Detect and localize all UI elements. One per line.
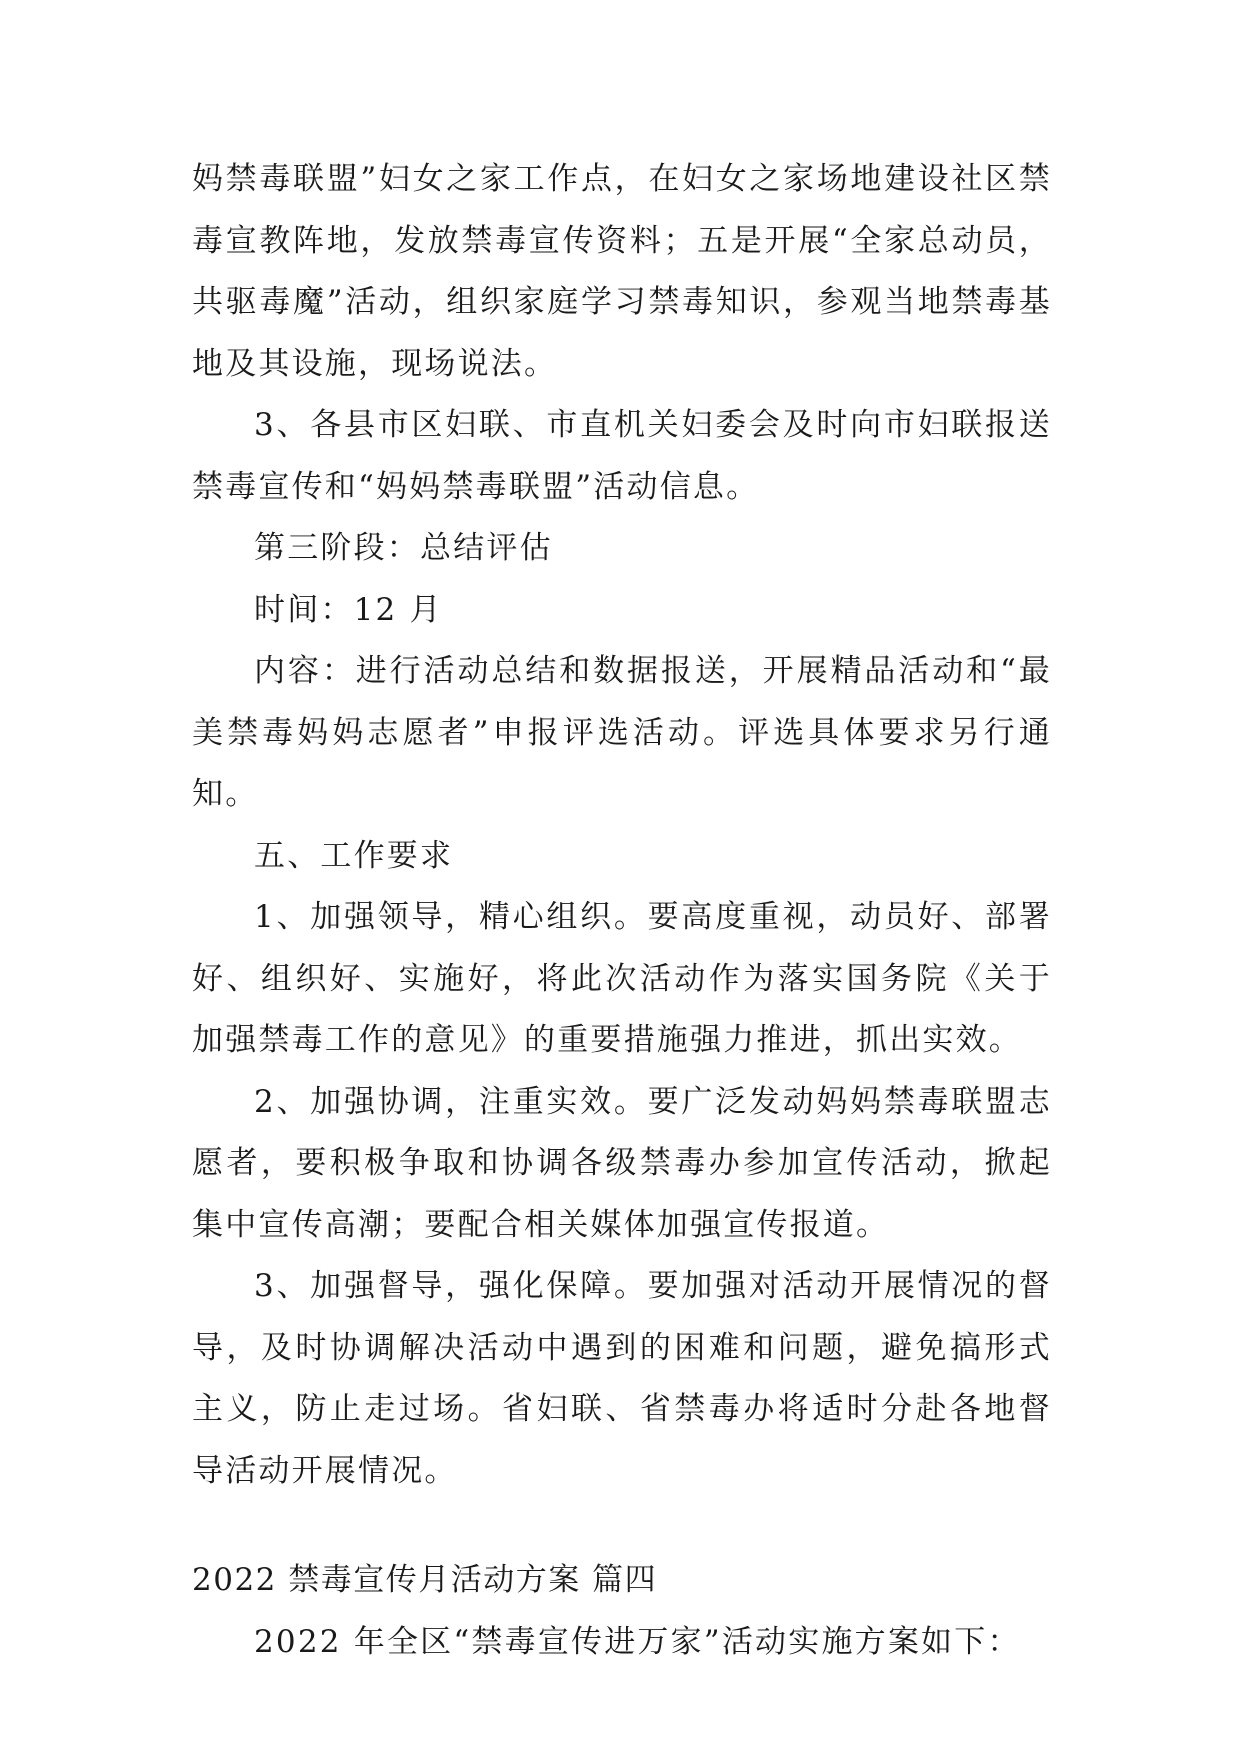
stage-three-time: 时间：12 月 [254,591,443,628]
paragraph-continuation: 妈禁毒联盟”妇女之家工作点，在妇女之家场地建设社区禁毒宣教阵地，发放禁毒宣传资料；五是开展“全家总动员，共驱毒魔”活动，组织家庭学习禁毒知识，参观当地禁毒基地及其设施，现场说法。 [192,161,1052,382]
requirement-2: 2、加强协调，注重实效。要广泛发动妈妈禁毒联盟志愿者，要积极争取和协调各级禁毒办参加宣传活动，掀起集中宣传高潮；要配合相关媒体加强宣传报道。 [192,1083,1052,1243]
paragraph-item-3-report: 3、各县市区妇联、市直机关妇委会及时向市妇联报送禁毒宣传和“妈妈禁毒联盟”活动信息。 [192,407,1052,505]
requirement-1: 1、加强领导，精心组织。要高度重视，动员好、部署好、组织好、实施好，将此次活动作为落实国务院《关于加强禁毒工作的意见》的重要措施强力推进，抓出实效。 [192,899,1052,1058]
section-gap [192,1502,1052,1550]
section-intro: 2022 年全区“禁毒宣传进万家”活动实施方案如下： [254,1623,1021,1660]
document-body [192,149,1052,1673]
requirement-3: 3、加强督导，强化保障。要加强对活动开展情况的督导，及时协调解决活动中遇到的困难和问题，避免搞形式主义，防止走过场。省妇联、省禁毒办将适时分赴各地督导活动开展情况。 [192,1268,1052,1489]
stage-three-content: 内容：进行活动总结和数据报送，开展精品活动和“最美禁毒妈妈志愿者”申报评选活动。评选具体要求另行通知。 [192,653,1052,812]
stage-three-heading: 第三阶段：总结评估 [254,530,553,566]
section-title: 2022 禁毒宣传月活动方案 篇四 [192,1562,658,1598]
work-requirements-heading: 五、工作要求 [254,837,454,874]
